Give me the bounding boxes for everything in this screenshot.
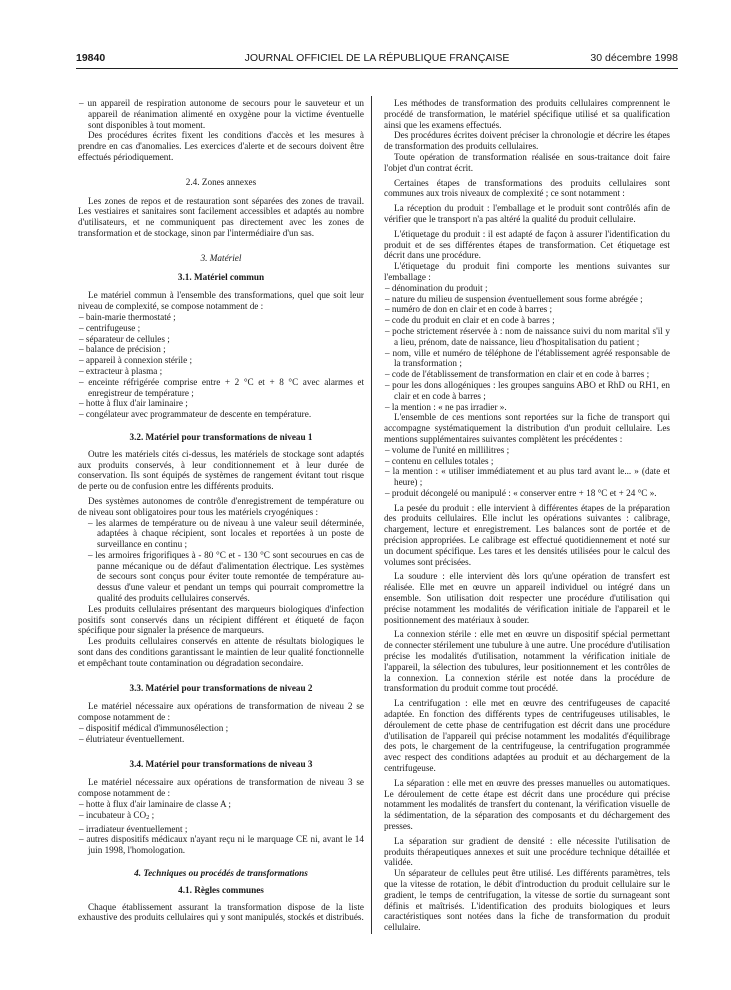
paragraph: Le matériel nécessaire aux opérations de transformation de niveau 2 se compose notamment de : — [78, 701, 364, 723]
page-number: 19840 — [76, 52, 106, 64]
subscript: 2 — [146, 813, 150, 821]
heading-text: 3. Matériel — [200, 252, 242, 263]
paragraph: Chaque établissement assurant la transformation dispose de la liste exhaustive des produits cellulaires qui y sont manipulés, stockés et distribués. — [78, 901, 364, 923]
list-item: – enceinte réfrigérée comprise entre + 2 °C et + 8 °C avec alarmes et enregistreur de température ; — [78, 377, 364, 399]
paragraph: Des procédures écrites fixent les conditions d'accès et les mesures à prendre en cas d'anomalies. Les exercices d'alerte et de secours doivent être effectués périodiquement. — [78, 130, 364, 162]
heading-text: 2.4. Zones annexes — [185, 176, 257, 187]
level2-list — [78, 723, 364, 745]
list-item: – bain-marie thermostaté ; — [78, 312, 364, 323]
left-column — [78, 98, 364, 923]
list-item: – extracteur à plasma ; — [78, 366, 364, 377]
intro-list — [78, 98, 364, 130]
list-item: – volume de l'unité en millilitres ; — [384, 445, 670, 456]
section-heading-3 — [78, 253, 364, 264]
list-item: – hotte à flux d'air laminaire ; — [78, 398, 364, 409]
list-item: – la mention : « utiliser immédiatement et au plus tard avant le... » (date et heure) ; — [384, 466, 670, 488]
item-text: incubateur à CO — [85, 809, 147, 820]
paragraph: Toute opération de transformation réalisée en sous-traitance doit faire l'objet d'un contrat écrit. — [384, 151, 670, 173]
paragraph: L'étiquetage du produit : il est adapté de façon à assurer l'identification du produit et de ses différentes étapes de transformation. Cet étiquetage est décrit dans une procédure. — [384, 228, 670, 261]
heading-text: 3.4. Matériel pour transformations de niveau 3 — [129, 758, 313, 769]
paragraph: Des procédures écrites doivent préciser la chronologie et décrire les étapes de transformation des produits cellulaires. — [384, 130, 670, 152]
paragraph: La connexion stérile : elle met en œuvre un dispositif spécial permettant de connecter stérilement une tubulure à une autre. Une procédure d'utilisation précise les modalités d'utilisation, notamment la vérification initiale de l'appareil, la sélection des tubulures, leur positionnement et les contrôles de la connexion. La connexion stérile est notée dans la procédure de transformation du produit comme tout procédé. — [384, 629, 670, 694]
paragraph: La réception du produit : l'emballage et le produit sont contrôlés afin de vérifier que le transport n'a pas altéré la qualité du produit cellulaire. — [384, 203, 670, 224]
paragraph: Le matériel nécessaire aux opérations de transformation de niveau 3 se compose notamment de : — [78, 777, 364, 799]
heading-text: 3.3. Matériel pour transformations de niveau 2 — [129, 682, 313, 693]
header-rule — [76, 68, 678, 69]
list-item: – dénomination du produit ; — [384, 283, 670, 294]
paragraph: Outre les matériels cités ci-dessus, les matériels de stockage sont adaptés aux produits conservés, à leur conditionnement et à leur durée de conservation. Ils sont équipés de systèmes de rangement évitant tout risque de perte ou de confusion entre les différents produits. — [78, 448, 364, 492]
heading-text: 3.1. Matériel commun — [177, 271, 265, 282]
column-divider — [371, 96, 372, 934]
heading-text: 4.1. Règles communes — [178, 884, 264, 895]
list-item: – poche strictement réservée à : nom de naissance suivi du nom marital s'il y a lieu, prénom, date de naissance, lieu d'hospitalisation du patient ; — [384, 326, 670, 348]
page-header — [76, 52, 678, 66]
list-item: – les alarmes de température ou de niveau à une valeur seuil déterminée, adaptées à chaque récipient, sont locales et reportées à un poste de surveillance en continu ; — [78, 518, 364, 550]
list-item: – code de l'établissement de transformation en clair et en code à barres ; — [384, 369, 670, 380]
paragraph: La soudure : elle intervient dès lors qu'une opération de transfert est réalisée. Elle met en œuvre un appareil individuel ou intégré dans un ensemble. Son utilisation doit respecter une procédure d'utilisation qui précise notamment les modalités de vérification initiale de l'appareil et le positionnement des matériaux à souder. — [384, 571, 670, 625]
section-heading-3-4 — [78, 759, 364, 770]
journal-title: JOURNAL OFFICIEL DE LA RÉPUBLIQUE FRANÇAISE — [244, 52, 510, 64]
section-heading-3-1 — [78, 272, 364, 283]
list-item: – appareil à connexion stérile ; — [78, 355, 364, 366]
paragraph: Des systèmes autonomes de contrôle d'enregistrement de température ou de niveau sont obligatoires pour tous les matériels cryogéniques : — [78, 495, 364, 517]
list-item: – irradiateur éventuellement ; — [78, 824, 364, 835]
list-item: – la mention : « ne pas irradier ». — [384, 402, 670, 413]
list-item: – balance de précision ; — [78, 344, 364, 355]
section-heading-4-1 — [78, 885, 364, 896]
list-item: – code du produit en clair et en code à barres ; — [384, 315, 670, 326]
section-heading-2-4 — [78, 177, 364, 188]
paragraph: Un séparateur de cellules peut être utilisé. Les différents paramètres, tels que la vitesse de rotation, le débit d'introduction du produit cellulaire sur le gradient, le temps de centrifugation, la vitesse de sortie du surnageant sont définis et maîtrisés. L'identification des produits biologiques et leurs caractéristiques sont notées dans la fiche de transformation du produit cellulaire. — [384, 868, 670, 933]
list-item: – nom, ville et numéro de téléphone de l'établissement agréé responsable de la transformation ; — [384, 348, 670, 370]
cryogenic-list — [78, 518, 364, 604]
level3-list — [78, 799, 364, 856]
list-item: – un appareil de respiration autonome de secours pour le sauveteur et un appareil de réanimation alimenté en oxygène pour la victime éventuelle sont disponibles à tout moment. — [78, 98, 364, 130]
paragraph: Les zones de repos et de restauration sont séparées des zones de travail. Les vestiaires et sanitaires sont facilement accessibles et adaptés au nombre d'utilisateurs, et ne communiquent pas directement avec les zones de transformation et de stockage, sinon par l'intermédiaire d'un sas. — [78, 195, 364, 238]
paragraph: L'ensemble de ces mentions sont reportées sur la fiche de transport qui accompagne systématiquement la distribution d'un produit cellulaire. Les mentions supplémentaires suivantes complètent les précédentes : — [384, 412, 670, 444]
paragraph: Le matériel commun à l'ensemble des transformations, quel que soit leur niveau de complexité, se compose notamment de : — [78, 290, 364, 312]
paragraph: L'étiquetage du produit fini comporte les mentions suivantes sur l'emballage : — [384, 261, 670, 282]
paragraph: Les produits cellulaires conservés en attente de résultats biologiques le sont dans des conditions garantissant le maintien de leur qualité fonctionnelle et empêchant toute contamination ou dégradation secondaire. — [78, 636, 364, 668]
list-item: – dispositif médical d'immunosélection ; — [78, 723, 364, 734]
list-item: – les armoires frigorifiques à - 80 °C et - 130 °C sont secourues en cas de panne mécanique ou de défaut d'alimentation électrique. Les systèmes de secours sont conçus pour éviter toute remontée de température au-dessus d'une valeur et pendant un temps qui pourrait compromettre la qualité des produits cellulaires conservés. — [78, 550, 364, 604]
paragraph: Les produits cellulaires présentant des marqueurs biologiques d'infection positifs sont conservés dans un récipient différent et étiqueté de façon spécifique pour signaler la présence de marqueurs. — [78, 603, 364, 636]
list-item: – congélateur avec programmateur de descente en température. — [78, 409, 364, 420]
section-heading-3-3 — [78, 683, 364, 694]
extra-mentions-list — [384, 445, 670, 499]
paragraph: La pesée du produit : elle intervient à différentes étapes de la préparation des produits cellulaires. Elle inclut les opérations suivantes : calibrage, chargement, lecture et enregistrement. Les balances sont de portée et de précision appropriées. Le calibrage est effectué quotidiennement et noté sur un document spécifique. Les tares et les densités utilisées pour le calcul des volumes sont précisées. — [384, 502, 670, 567]
heading-text: 3.2. Matériel pour transformations de niveau 1 — [129, 431, 313, 442]
list-item — [78, 810, 364, 824]
list-item: – produit décongelé ou manipulé : « conserver entre + 18 °C et + 24 °C ». — [384, 488, 670, 499]
section-heading-3-2 — [78, 432, 364, 443]
list-item: – pour les dons allogéniques : les groupes sanguins ABO et RhD ou RH1, en clair et en code à barres ; — [384, 380, 670, 402]
list-item: – élutriateur éventuellement. — [78, 734, 364, 745]
list-item: – contenu en cellules totales ; — [384, 456, 670, 467]
paragraph: La séparation : elle met en œuvre des presses manuelles ou automatiques. Le déroulement de cette étape est décrit dans une procédure qui précise notamment les modalités de transfert du contenant, la vérification visuelle de la sédimentation, de la séparation des composants et du déchargement des presses. — [384, 777, 670, 831]
paragraph: La séparation sur gradient de densité : elle nécessite l'utilisation de produits thérapeutiques annexes et suit une procédure technique détaillée et validée. — [384, 835, 670, 868]
paragraph: La centrifugation : elle met en œuvre des centrifugeuses de capacité adaptée. En fonction des différents types de centrifugeuses utilisables, le déroulement de cette phase de centrifugation est décrit dans une procédure d'utilisation de l'appareil qui précise notamment les modalités d'équilibrage des pots, le chargement de la centrifugeuse, la centrifugation programmée avec respect des conditions adaptées au produit et au déchargement de la centrifugeuse. — [384, 698, 670, 774]
list-item: – nature du milieu de suspension éventuellement sous forme abrégée ; — [384, 294, 670, 305]
paragraph: Certaines étapes de transformations des produits cellulaires sont communes aux trois niveaux de complexité ; ce sont notamment : — [384, 177, 670, 199]
list-item: – séparateur de cellules ; — [78, 334, 364, 345]
list-item: – hotte à flux d'air laminaire de classe A ; — [78, 799, 364, 810]
paragraph: Les méthodes de transformation des produits cellulaires comprennent le procédé de transformation, le matériel spécifique utilisé et sa qualification ainsi que les examens effectués. — [384, 98, 670, 130]
heading-text: 4. Techniques ou procédés de transformations — [134, 868, 308, 879]
item-text: ; — [149, 809, 155, 820]
common-equipment-list — [78, 312, 364, 420]
right-column — [384, 98, 670, 933]
section-heading-4 — [78, 868, 364, 879]
list-item: – numéro de don en clair et en code à barres ; — [384, 304, 670, 315]
label-mentions-list — [384, 283, 670, 413]
list-item: – centrifugeuse ; — [78, 323, 364, 334]
list-item: – autres dispositifs médicaux n'ayant reçu ni le marquage CE ni, avant le 14 juin 1998, l'homologation. — [78, 834, 364, 856]
issue-date: 30 décembre 1998 — [590, 52, 678, 64]
